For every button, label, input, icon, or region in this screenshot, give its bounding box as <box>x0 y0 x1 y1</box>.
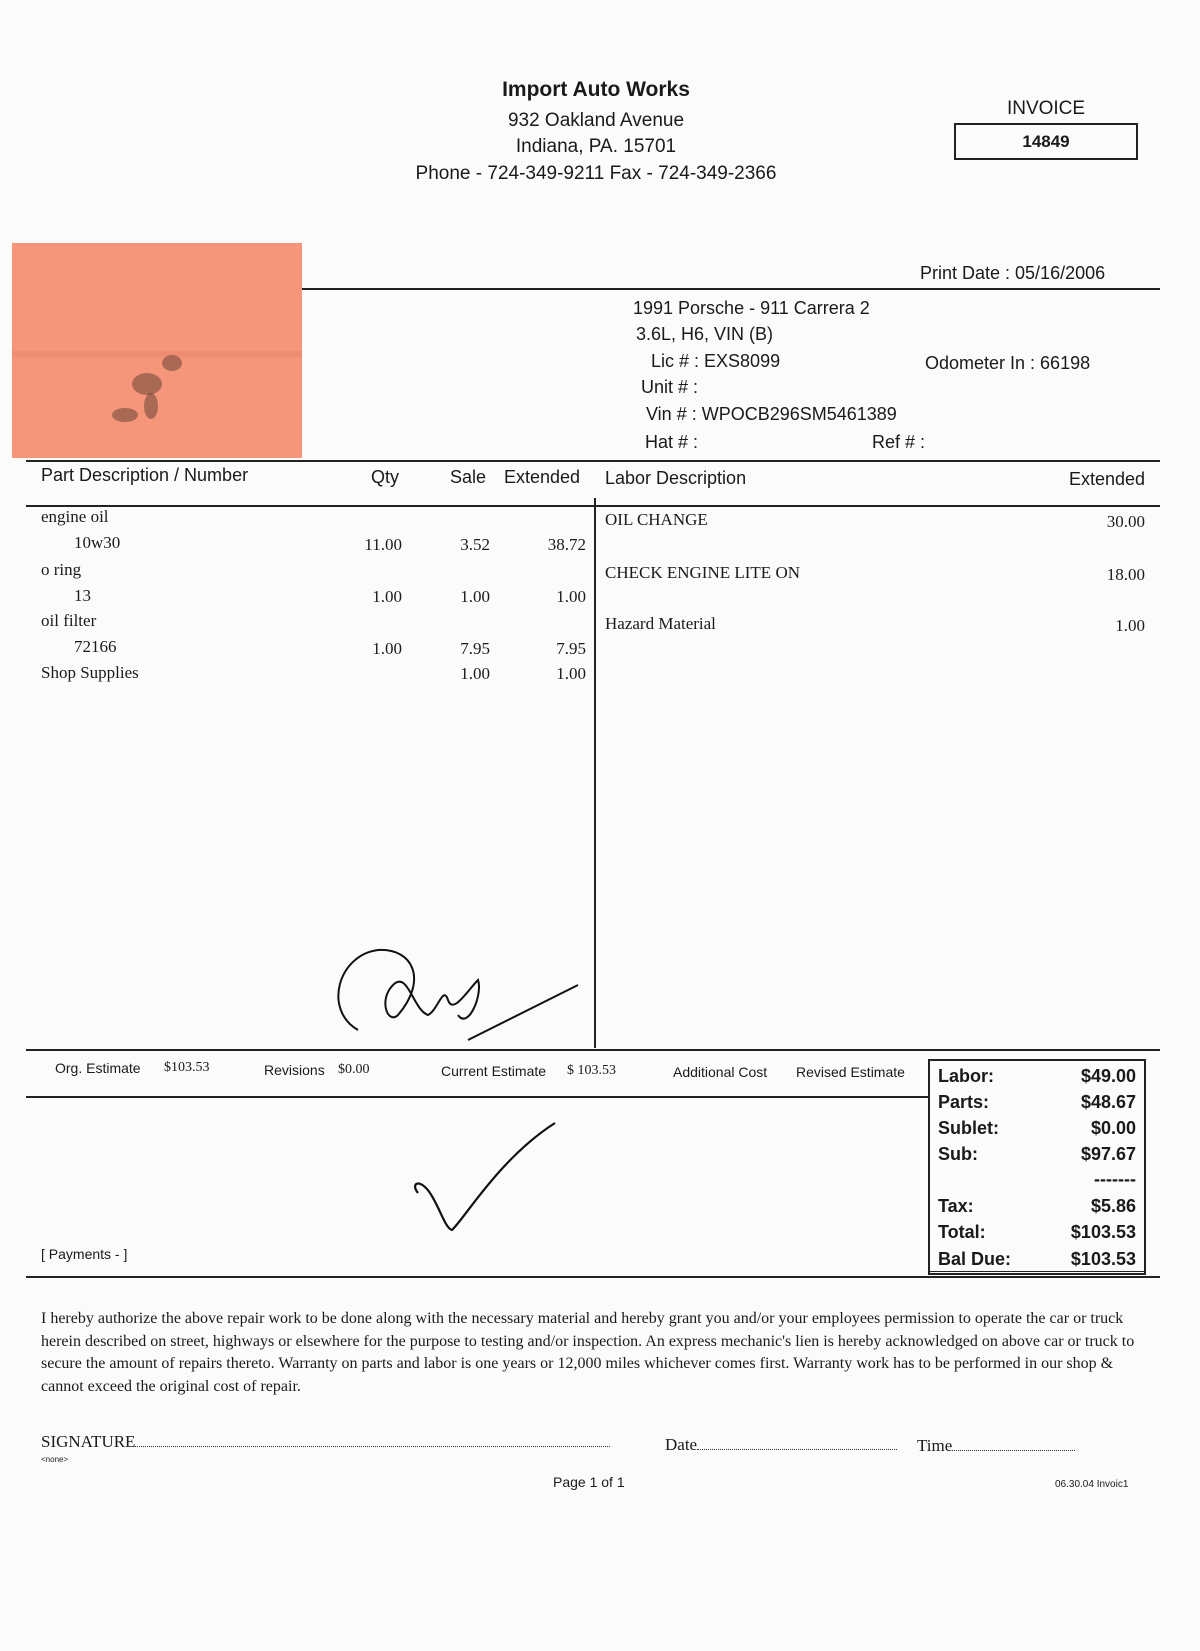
org-estimate-label: Org. Estimate <box>55 1060 141 1076</box>
signature-label: SIGNATURE <box>41 1432 136 1451</box>
totals-row <box>938 1222 1136 1248</box>
totals-separator: ------- <box>1094 1169 1136 1189</box>
part-number: 72166 <box>74 637 117 656</box>
additional-cost-label: Additional Cost <box>673 1064 768 1080</box>
totals-inner-rule <box>928 1271 1144 1272</box>
part-number: 13 <box>74 586 91 605</box>
totals-label: Labor: <box>938 1066 994 1086</box>
totals-label: Total: <box>938 1222 986 1242</box>
payments-label: [ Payments - ] <box>41 1246 128 1262</box>
company-name: Import Auto Works <box>502 78 690 101</box>
header-labor-extended: Extended <box>1068 469 1145 489</box>
totals-value: $97.67 <box>1080 1144 1136 1164</box>
part-desc: engine oil <box>41 507 109 526</box>
date-line <box>665 1435 897 1455</box>
sticky-note-stain <box>132 373 162 395</box>
revised-estimate-label: Revised Estimate <box>796 1064 905 1080</box>
divider-totals-bottom <box>26 1276 1160 1278</box>
header-labor-description: Labor Description <box>605 468 747 488</box>
sticky-note-stain <box>144 393 158 419</box>
totals-row <box>938 1196 1136 1222</box>
part-desc: Shop Supplies <box>41 663 139 682</box>
part-qty: 1.00 <box>372 587 402 606</box>
totals-row <box>938 1066 1136 1092</box>
divider-header-bottom <box>26 505 1160 507</box>
vehicle-ref: Ref # : <box>872 432 926 452</box>
page-number: Page 1 of 1 <box>553 1474 625 1490</box>
labor-extended: 30.00 <box>1106 512 1145 531</box>
divider-estimates-bottom <box>26 1096 928 1098</box>
totals-value: $49.00 <box>1080 1066 1136 1086</box>
print-date: Print Date : 05/16/2006 <box>920 263 1106 283</box>
part-extended: 1.00 <box>556 587 586 606</box>
company-address-line1: 932 Oakland Avenue <box>507 110 685 131</box>
part-desc: o ring <box>41 560 82 579</box>
totals-label: Sublet: <box>938 1118 999 1138</box>
invoice-label: INVOICE <box>1006 98 1086 119</box>
labor-desc: OIL CHANGE <box>605 510 708 529</box>
sticky-note-stain <box>112 408 138 422</box>
handwritten-checkmark <box>410 1118 560 1238</box>
part-sale: 7.95 <box>460 639 490 658</box>
totals-label: Parts: <box>938 1092 990 1112</box>
time-label: Time <box>917 1436 953 1455</box>
form-code: 06.30.04 Invoic1 <box>1055 1479 1129 1490</box>
totals-box <box>928 1059 1146 1275</box>
company-phone-fax: Phone - 724-349-9211 Fax - 724-349-2366 <box>415 163 777 184</box>
totals-row <box>938 1092 1136 1118</box>
totals-row <box>938 1144 1136 1170</box>
totals-row <box>938 1118 1136 1144</box>
header-part-description: Part Description / Number <box>41 465 249 485</box>
totals-value: $48.67 <box>1080 1092 1136 1112</box>
totals-label: Bal Due: <box>938 1249 1012 1269</box>
vehicle-engine: 3.6L, H6, VIN (B) <box>636 324 774 344</box>
revisions-label: Revisions <box>264 1062 325 1078</box>
signature-dotted-line <box>135 1432 610 1447</box>
part-extended: 7.95 <box>556 639 586 658</box>
part-qty: 1.00 <box>372 639 402 658</box>
vehicle-lic: Lic # : EXS8099 <box>651 351 781 371</box>
totals-value: $103.53 <box>1070 1222 1136 1242</box>
part-number: 10w30 <box>74 533 121 552</box>
handwritten-signature <box>318 940 588 1060</box>
totals-row <box>938 1169 1136 1195</box>
labor-extended: 1.00 <box>1115 616 1145 635</box>
part-extended: 1.00 <box>556 664 586 683</box>
company-address-line2: Indiana, PA. 15701 <box>515 136 677 157</box>
redaction-sticky-note <box>12 243 302 458</box>
vehicle-vin: Vin # : WPOCB296SM5461389 <box>646 404 897 424</box>
signature-line <box>41 1432 610 1452</box>
part-desc: oil filter <box>41 611 97 630</box>
column-divider <box>594 498 596 1048</box>
date-dotted-line <box>697 1435 897 1450</box>
sticky-note-fold <box>12 351 302 357</box>
header-extended: Extended <box>504 467 581 487</box>
time-dotted-line <box>952 1436 1075 1451</box>
authorization-text: I hereby authorize the above repair work to be done along with the necessary material and hereby grant you and/or your employees permission to operate the car or truck herein described on street, highways or elsewhere for the purpose to testing and/or inspection. An express mechanic's lien is hereby acknowledged on above car or truck to secure the amount of repairs thereto. Warranty on parts and labor is one years or 12,000 miles whichever comes first. Warranty work has to be performed in our shop & cannot exceed the original cost of repair. <box>41 1310 1135 1395</box>
part-sale: 1.00 <box>460 587 490 606</box>
sticky-note-stain <box>162 355 182 371</box>
vehicle-unit: Unit # : <box>641 377 699 397</box>
invoice-number: 14849 <box>954 123 1138 160</box>
vehicle-hat: Hat # : <box>645 432 699 452</box>
totals-label: Tax: <box>938 1196 974 1216</box>
totals-value: $0.00 <box>1090 1118 1136 1138</box>
part-sale: 3.52 <box>460 535 490 554</box>
vehicle-odometer: Odometer In : 66198 <box>925 353 1091 373</box>
revisions-value: $0.00 <box>338 1062 370 1077</box>
totals-value: $103.53 <box>1070 1249 1136 1269</box>
totals-value: $5.86 <box>1090 1196 1136 1216</box>
date-label: Date <box>665 1435 698 1454</box>
vehicle-model: 1991 Porsche - 911 Carrera 2 <box>633 298 870 318</box>
time-line <box>917 1436 1075 1456</box>
divider-estimates-top <box>26 1049 1160 1051</box>
org-estimate-value: $103.53 <box>164 1060 210 1075</box>
divider-table-top <box>26 460 1160 462</box>
header-sale: Sale <box>450 467 487 487</box>
part-sale: 1.00 <box>460 664 490 683</box>
header-qty: Qty <box>371 467 400 487</box>
current-estimate-value: $ 103.53 <box>567 1063 616 1078</box>
part-extended: 38.72 <box>547 535 586 554</box>
divider-print-date <box>302 288 1160 290</box>
signature-none: <none> <box>41 1455 69 1464</box>
labor-desc: Hazard Material <box>605 614 716 633</box>
current-estimate-label: Current Estimate <box>441 1063 547 1079</box>
part-qty: 11.00 <box>364 535 402 554</box>
labor-desc: CHECK ENGINE LITE ON <box>605 563 800 582</box>
totals-label: Sub: <box>938 1144 978 1164</box>
labor-extended: 18.00 <box>1106 565 1145 584</box>
